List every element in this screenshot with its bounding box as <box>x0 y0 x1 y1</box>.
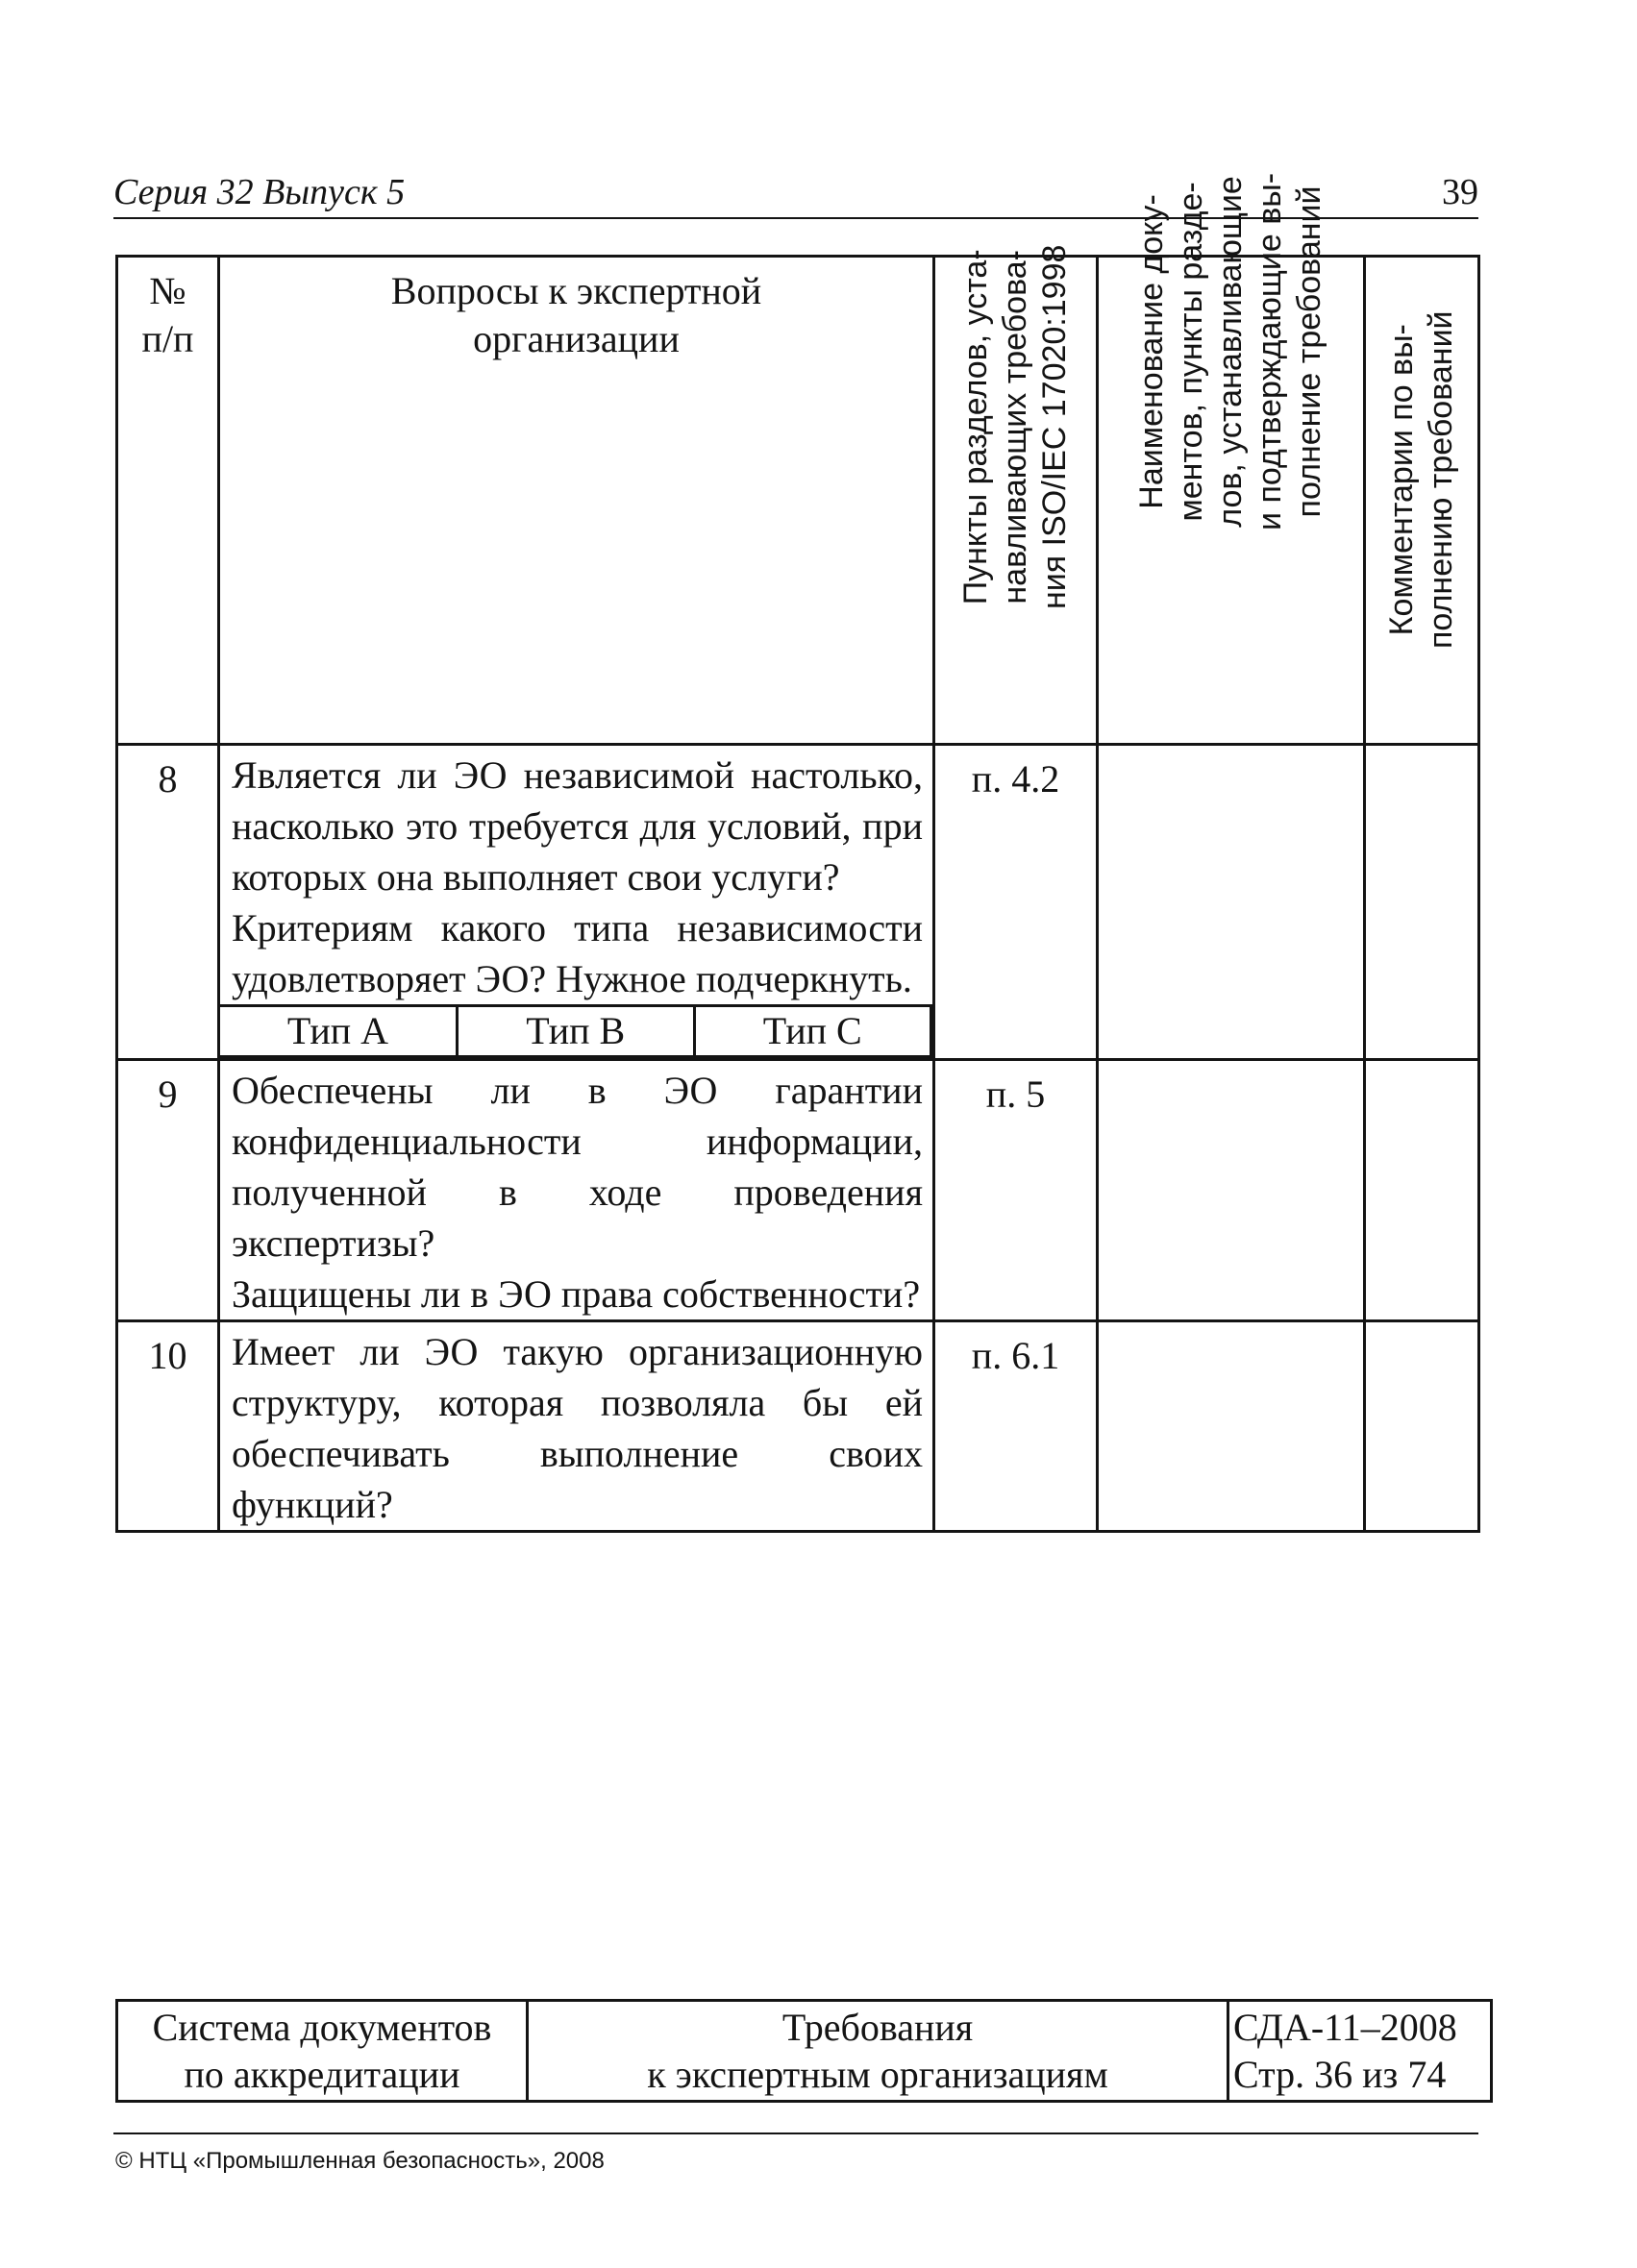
row-documents[interactable] <box>1098 745 1365 1060</box>
footer-system-line: Система документов <box>152 2006 492 2049</box>
header-question <box>219 257 934 745</box>
header-comments-line: Комментарии по вы- <box>1383 324 1420 636</box>
row-comments[interactable] <box>1365 745 1479 1060</box>
table-header-row <box>117 257 1479 745</box>
row-documents[interactable] <box>1098 1321 1365 1532</box>
row-question <box>219 745 934 1060</box>
document-footer <box>115 1999 1493 2103</box>
row-question <box>219 1321 934 1532</box>
row-points: п. 4.2 <box>934 745 1098 1060</box>
footer-code-line: СДА-11–2008 <box>1233 2006 1457 2049</box>
row-comments[interactable] <box>1365 1060 1479 1321</box>
table-row <box>117 1060 1479 1321</box>
header-points-line: навливающих требова- <box>996 250 1033 604</box>
header-num-line: п/п <box>141 317 194 360</box>
footer-system-line: по аккредитации <box>184 2053 460 2096</box>
header-documents-line: полнение требований <box>1290 185 1327 518</box>
independence-types <box>220 1004 932 1058</box>
row-points: п. 5 <box>934 1060 1098 1321</box>
table-row <box>117 745 1479 1060</box>
header-points-line: ния ISO/IEC 17020:1998 <box>1035 244 1073 609</box>
row-points: п. 6.1 <box>934 1321 1098 1532</box>
row-question <box>219 1060 934 1321</box>
page-number: 39 <box>1442 172 1478 212</box>
footer-divider <box>113 2132 1478 2134</box>
header-documents-line: ментов, пункты разде- <box>1172 182 1209 522</box>
header-question-line: организации <box>473 317 680 360</box>
row-documents[interactable] <box>1098 1060 1365 1321</box>
footer-title <box>528 2001 1228 2102</box>
copyright-notice: © НТЦ «Промышленная безопасность», 2008 <box>115 2148 605 2174</box>
footer-page-line: Стр. 36 из 74 <box>1233 2053 1447 2096</box>
row-number: 10 <box>117 1321 219 1532</box>
header-documents <box>1098 172 1365 745</box>
header-points-line: Пункты разделов, уста- <box>956 249 994 605</box>
question-paragraph: Защищены ли в ЭО права собственности? <box>232 1272 921 1316</box>
series-title: Серия 32 Выпуск 5 <box>113 172 406 212</box>
type-c: Тип С <box>694 1006 931 1057</box>
row-number: 8 <box>117 745 219 1060</box>
footer-system <box>117 2001 528 2102</box>
question-paragraph: Критериям какого типа независимости удовлетворяет ЭО? Нужное подчеркнуть. <box>232 906 923 1000</box>
table-row <box>117 1321 1479 1532</box>
type-a: Тип А <box>220 1006 458 1057</box>
row-number: 9 <box>117 1060 219 1321</box>
header-documents-line: и подтверждающие вы- <box>1251 172 1288 530</box>
row-comments[interactable] <box>1365 1321 1479 1532</box>
header-num-line: № <box>149 269 186 312</box>
question-paragraph: Имеет ли ЭО такую организационную структуру, которая позволяла бы ей обеспечивать выполнение своих функций? <box>232 1330 923 1526</box>
type-b: Тип В <box>458 1006 695 1057</box>
header-comments <box>1365 257 1479 745</box>
header-num <box>117 257 219 745</box>
header-points <box>934 244 1098 745</box>
header-question-line: Вопросы к экспертной <box>390 269 762 312</box>
question-paragraph: Является ли ЭО независимой настолько, насколько это требуется для условий, при которых она выполняет свои услуги? <box>232 753 923 899</box>
header-comments-line: полнению требований <box>1423 310 1459 649</box>
footer-title-line: к экспертным организациям <box>647 2053 1108 2096</box>
footer-title-line: Требования <box>781 2006 974 2049</box>
footer-code <box>1228 2001 1492 2102</box>
question-paragraph: Обеспечены ли в ЭО гарантии конфиденциальности информации, полученной в ходе проведения экспертизы? <box>232 1069 923 1265</box>
header-documents-line: лов, устанавливающие <box>1211 176 1249 528</box>
header-documents-line: Наименование доку- <box>1132 194 1170 509</box>
